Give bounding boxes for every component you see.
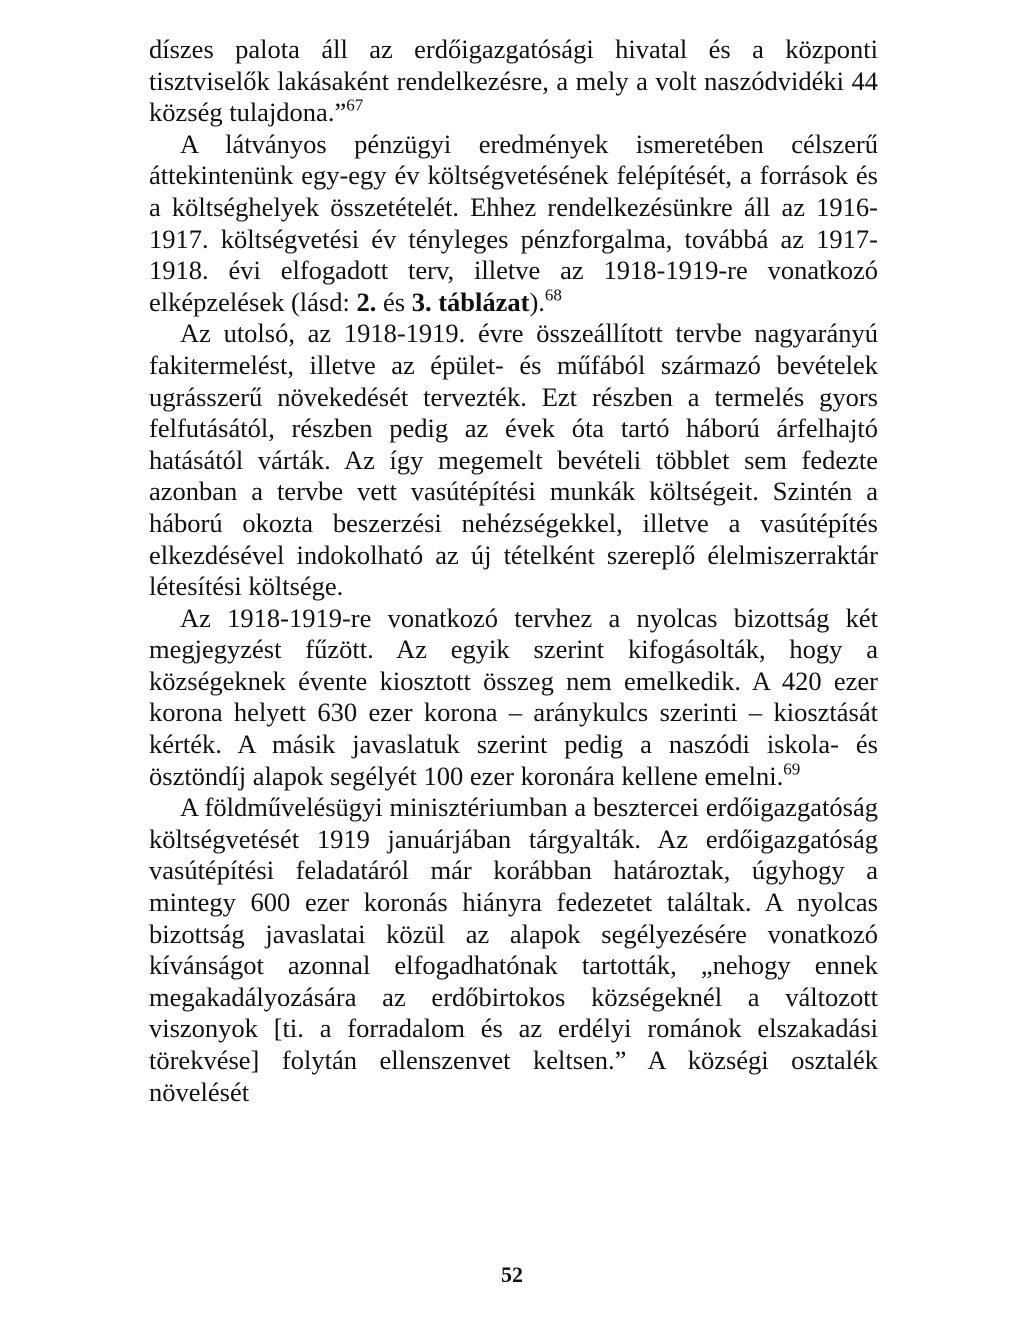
paragraph-text: ).	[529, 286, 545, 317]
footnote-marker: 67	[346, 95, 364, 115]
paragraph-text: és	[376, 286, 412, 317]
paragraph-text: díszes palota áll az erdőigazgatósági hivatal és a központi tisztviselők lakásaként rendelkezésre, a mely a volt naszódvidéki 44 község tulajdona.”	[149, 34, 878, 128]
paragraph-4	[149, 603, 878, 793]
paragraph-2	[149, 129, 878, 319]
table-ref: 3. táblázat	[411, 286, 530, 317]
paragraph-3	[149, 318, 878, 602]
footnote-marker: 68	[544, 285, 562, 305]
paragraph-text: Az 1918-1919-re vonatkozó tervhez a nyolcas bizottság két megjegyzést fűzött. Az egyik szerint kifogásolták, hogy a községeknek évente kiosztott összeg nem emelkedik. A 420 ezer korona helyett 630 ezer korona – aránykulcs szerinti – kiosztását kérték. A másik javaslatuk szerint pedig a naszódi iskola- és ösztöndíj alapok segélyét 100 ezer koronára kellene emelni.	[149, 602, 878, 791]
page-number: 52	[501, 1262, 523, 1287]
table-ref: 2.	[356, 286, 377, 317]
paragraph-text: A földművelésügyi minisztériumban a besztercei erdőigazgatóság költségvetését 1919 januárjában tárgyalták. Az erdőigazgatóság vasútépítési feladatáról már korábban határoztak, úgyhogy a mintegy 600 ezer koronás hiányra fedezetet találtak. A nyolcas bizottság javaslatai közül az alapok segélyezésére vonatkozó kívánságot azonnal elfogadhatónak tartották, „nehogy ennek megakadályozására az erdőbirtokos községeknél a változott viszonyok [ti. a forradalom és az erdélyi románok elszakadási törekvése] folytán ellenszenvet keltsen.” A községi osztalék növelését	[149, 792, 878, 1107]
paragraph-text: Az utolsó, az 1918-1919. évre összeállított tervbe nagyarányú fakitermelést, illetve az épület- és műfából származó bevételek ugrásszerű növekedését tervezték. Ezt részben a termelés gyors felfutásától, részben pedig az évek óta tartó háború árfelhajtó hatásától várták. Az így megemelt bevételi többlet sem fedezte azonban a tervbe vett vasútépítési munkák költségeit. Szintén a háború okozta beszerzési nehézségekkel, illetve a vasútépítés elkezdésével indokolható az új tételként szereplő élelmiszerraktár létesítési költsége.	[149, 318, 878, 602]
paragraph-5	[149, 792, 878, 1108]
paragraph-text: A látványos pénzügyi eredmények ismeretében célszerű áttekintenünk egy-egy év költségvetésének felépítését, a források és a költséghelyek összetételét. Ehhez rendelkezésünkre áll az 1916-1917. költségvetési év tényleges pénzforgalma, továbbá az 1917-1918. évi elfogadott terv, illetve az 1918-1919-re vonatkozó elképzelések (lásd:	[149, 128, 878, 317]
footnote-marker: 69	[783, 759, 801, 779]
page-body	[149, 34, 878, 1108]
paragraph-1	[149, 34, 878, 129]
